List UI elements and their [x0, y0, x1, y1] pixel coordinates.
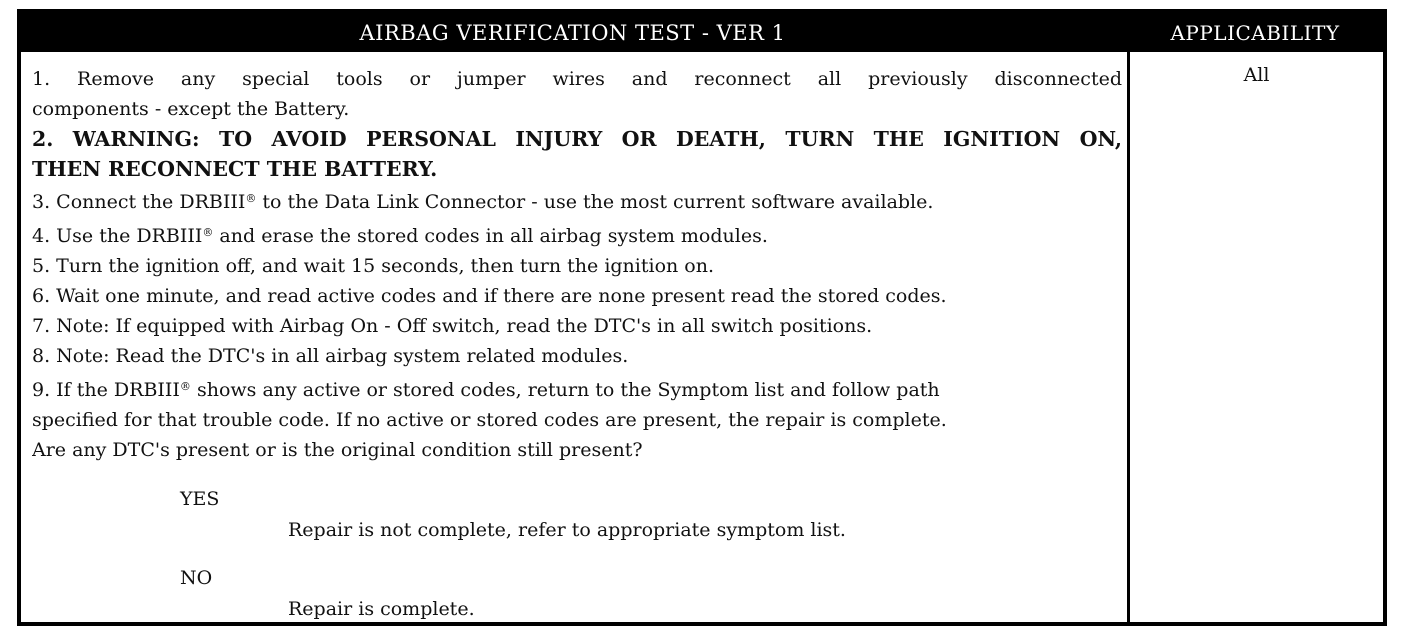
step-9-line-2: specified for that trouble code. If no active or stored codes are present, the repair is complete.: [32, 408, 947, 431]
step-7: 7. Note: If equipped with Airbag On - Off switch, read the DTC's in all switch positions.: [32, 315, 873, 338]
step-6: 6. Wait one minute, and read active codes and if there are none present read the stored codes.: [32, 285, 947, 308]
step-8: 8. Note: Read the DTC's in all airbag system related modules.: [32, 345, 629, 368]
applicability-value: All: [1243, 64, 1270, 86]
step-9-text-a: 9. If the DRBIII: [32, 378, 180, 401]
step-2-warning-line-2: THEN RECONNECT THE BATTERY.: [32, 157, 438, 182]
step-4-text-b: and erase the stored codes in all airbag system modules.: [213, 224, 768, 247]
yes-result: Repair is not complete, refer to appropriate symptom list.: [288, 519, 846, 541]
applicability-header: APPLICABILITY: [1170, 20, 1340, 45]
step-3: [32, 184, 1122, 217]
question: Are any DTC's present or is the original condition still present?: [32, 439, 643, 462]
no-result: Repair is complete.: [288, 598, 475, 620]
step-2-warning-line-1: 2. WARNING: TO AVOID PERSONAL INJURY OR DEATH, TURN THE IGNITION ON,: [32, 127, 1122, 152]
step-1-line-2: components - except the Battery.: [32, 98, 350, 121]
step-4: [32, 218, 1122, 251]
column-divider: [1127, 52, 1130, 622]
step-4-text-a: 4. Use the DRBIII: [32, 224, 203, 247]
step-5: 5. Turn the ignition off, and wait 15 seconds, then turn the ignition on.: [32, 254, 715, 277]
yes-label: YES: [180, 488, 220, 510]
no-label: NO: [180, 567, 213, 589]
registered-mark: ®: [202, 225, 214, 239]
step-3-text-b: to the Data Link Connector - use the most current software available.: [256, 191, 934, 214]
registered-mark: ®: [245, 192, 257, 206]
test-title: AIRBAG VERIFICATION TEST - VER 1: [21, 13, 1127, 52]
step-1-line-1: 1. Remove any special tools or jumper wires and reconnect all previously disconnected: [32, 68, 1122, 90]
table-header: [21, 13, 1383, 52]
step-9-text-b: shows any active or stored codes, return to the Symptom list and follow path: [190, 378, 940, 401]
step-9-line-1: [32, 372, 1122, 405]
test-table: [17, 9, 1387, 626]
procedure-steps: [32, 64, 1122, 620]
registered-mark: ®: [179, 379, 191, 393]
step-3-text-a: 3. Connect the DRBIII: [32, 191, 246, 214]
